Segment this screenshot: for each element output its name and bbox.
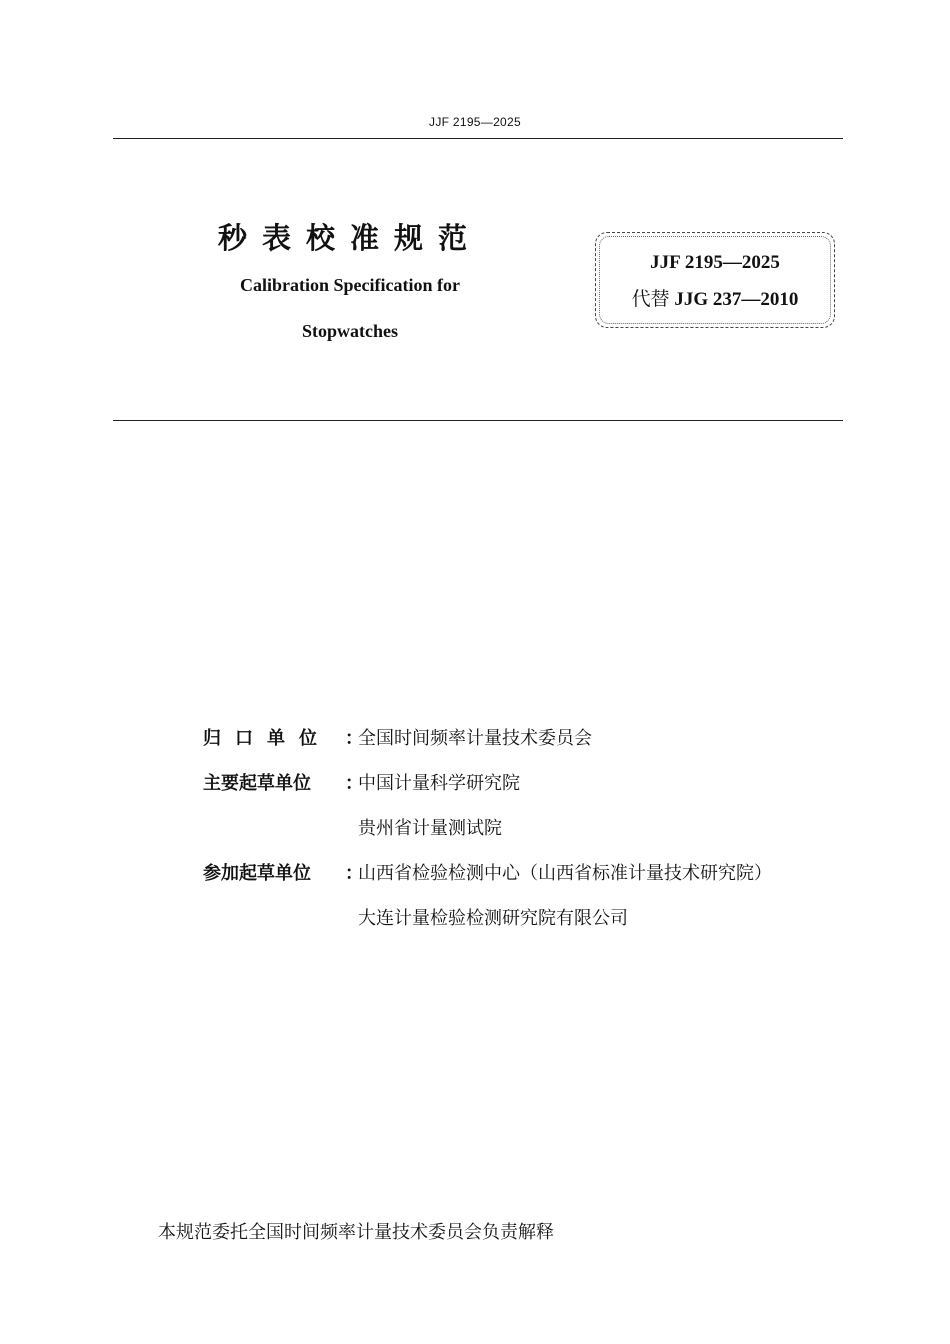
participating-drafting-value: 大连计量检验检测研究院有限公司 bbox=[358, 908, 628, 929]
participating-drafting-value: 山西省检验检测中心（山西省标准计量技术研究院） bbox=[358, 863, 772, 884]
title-english-line2: Stopwatches bbox=[301, 321, 398, 341]
top-rule bbox=[113, 138, 843, 139]
main-drafting-value: 贵州省计量测试院 bbox=[358, 818, 502, 839]
colon: ： bbox=[345, 773, 363, 794]
code-box-line2 bbox=[595, 284, 835, 311]
main-drafting-value: 中国计量科学研究院 bbox=[358, 773, 520, 794]
replaces-label: 代替 bbox=[631, 288, 670, 310]
bottom-rule bbox=[113, 420, 843, 421]
responsible-unit-label: 归口单位 bbox=[203, 728, 331, 749]
title-english-line1: Calibration Specification for bbox=[240, 275, 460, 295]
colon: ： bbox=[345, 863, 363, 884]
footer-note: 本规范委托全国时间频率计量技术委员会负责解释 bbox=[158, 1222, 554, 1243]
code-box-line1: JJF 2195—2025 bbox=[650, 252, 780, 273]
header-code: JJF 2195—2025 bbox=[429, 115, 521, 129]
participating-drafting-label: 参加起草单位 bbox=[203, 863, 311, 884]
title-chinese: 秒表校准规范 bbox=[217, 221, 482, 255]
code-box bbox=[595, 232, 835, 328]
main-drafting-label: 主要起草单位 bbox=[203, 773, 311, 794]
replaces-code: JJG 237—2010 bbox=[674, 289, 799, 310]
colon: ： bbox=[345, 728, 363, 749]
responsible-unit-value: 全国时间频率计量技术委员会 bbox=[358, 728, 592, 749]
